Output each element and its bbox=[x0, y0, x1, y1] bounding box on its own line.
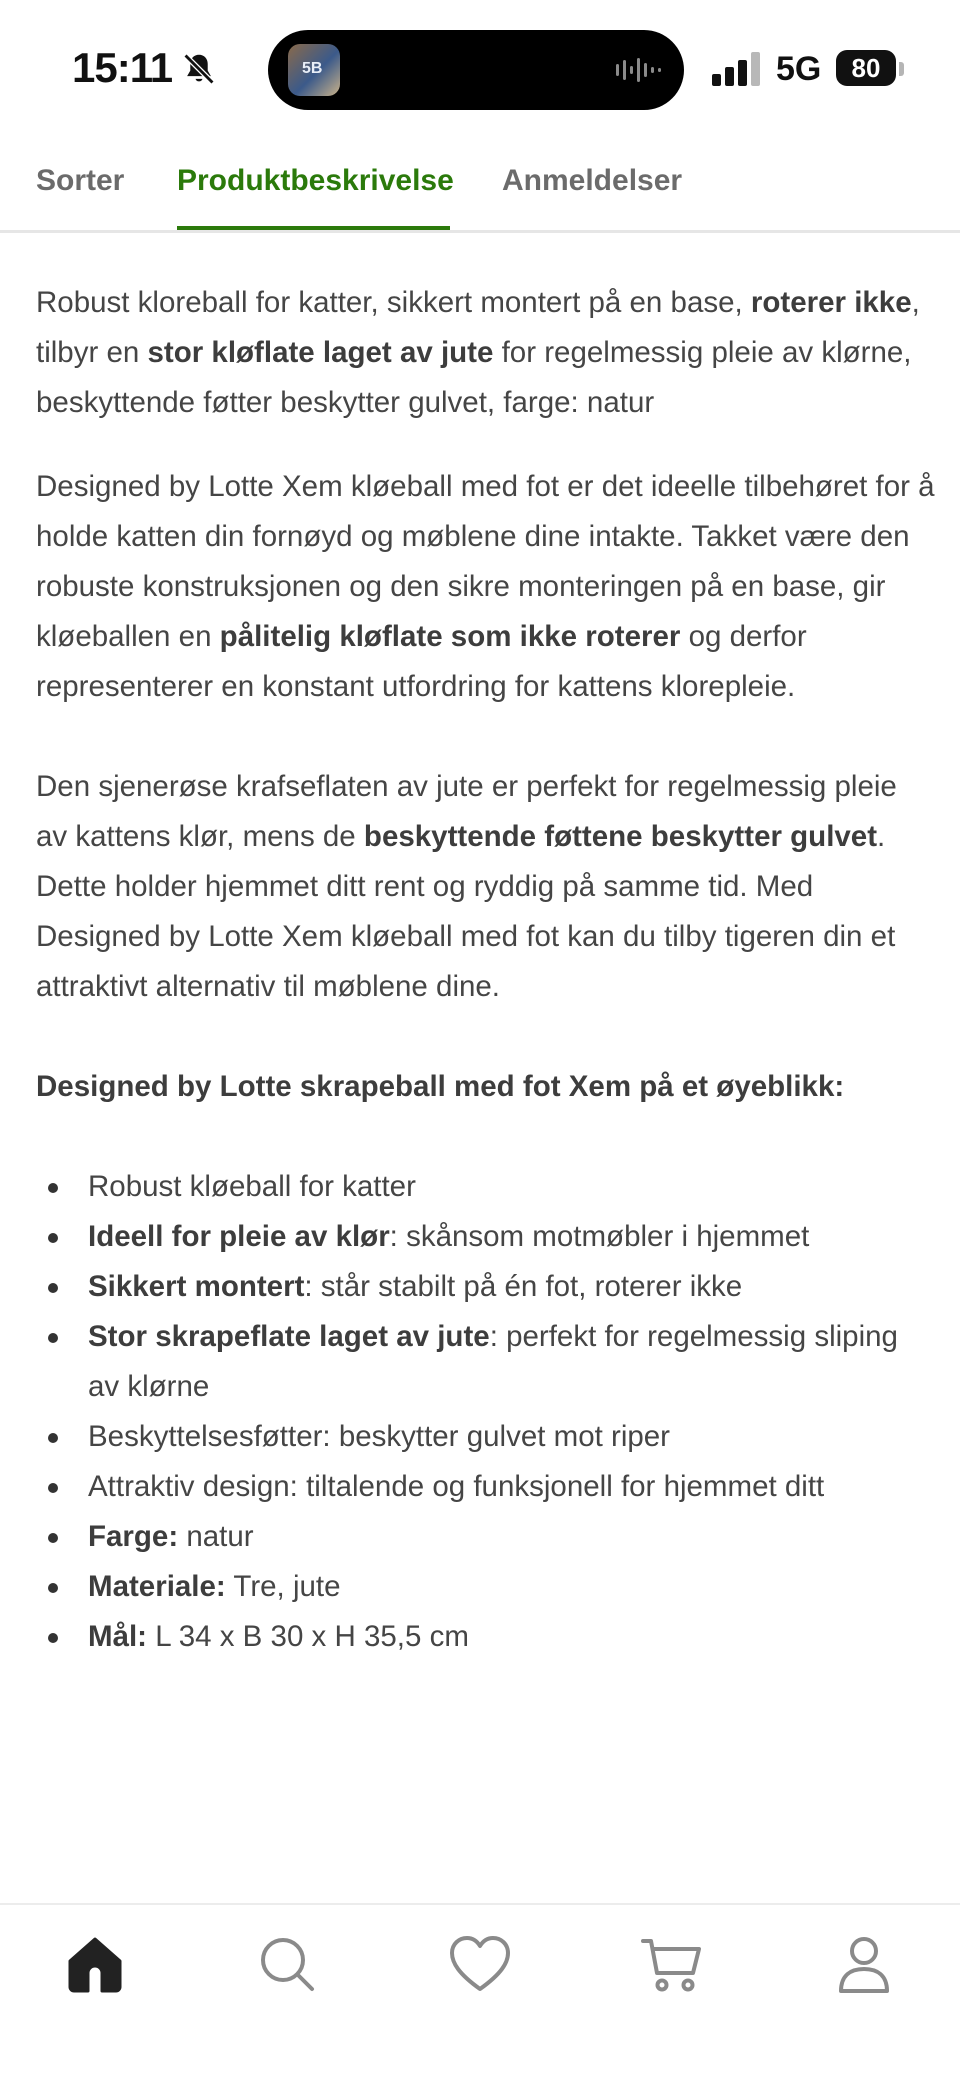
status-time: 15:11 bbox=[72, 44, 173, 91]
bell-muted-icon bbox=[180, 50, 218, 88]
description-paragraph: Designed by Lotte Xem kløeball med fot er det ideelle tilbehøret for å holde katten din fornøyd og møblene dine intakte. Takket være den robuste konstruksjonen og den sikre monteringen på en base, gir kløeballen en pålitelig kløflate som ikke roterer og derfor representerer en konstant utfordring for kattens klorepleie. bbox=[36, 470, 935, 703]
tab-anmeldelser[interactable]: Anmeldelser bbox=[502, 164, 683, 197]
heart-icon bbox=[445, 1929, 515, 1999]
network-type: 5G bbox=[776, 50, 822, 88]
profile-icon bbox=[829, 1929, 899, 1999]
nav-home-button[interactable] bbox=[60, 1929, 130, 1999]
home-icon bbox=[60, 1929, 130, 1999]
feature-item: Ideell for pleie av klør: skånsom motmøbler i hjemmet bbox=[88, 1212, 936, 1262]
nav-favorites-button[interactable] bbox=[445, 1929, 515, 1999]
active-tab-indicator bbox=[177, 226, 450, 230]
cellular-signal-icon bbox=[712, 52, 764, 86]
dynamic-island[interactable] bbox=[268, 30, 684, 110]
description-paragraph: Den sjenerøse krafseflaten av jute er perfekt for regelmessig pleie av kattens klør, mens de beskyttende føttene beskytter gulvet. Dette holder hjemmet ditt rent og ryddig på samme tid. Med Designed by Lotte Xem kløeball med fot kan du tilby tigeren din et attraktivt alternativ til møblene dine. bbox=[36, 770, 897, 1003]
cart-icon bbox=[637, 1929, 707, 1999]
feature-item: Materiale: Tre, jute bbox=[88, 1562, 936, 1612]
tab-produktbeskrivelse[interactable]: Produktbeskrivelse bbox=[177, 164, 454, 197]
tab-sorter[interactable]: Sorter bbox=[36, 164, 125, 197]
audio-wave-icon bbox=[614, 56, 662, 84]
feature-item: Mål: L 34 x B 30 x H 35,5 cm bbox=[88, 1612, 936, 1662]
battery-cap bbox=[899, 62, 904, 76]
feature-item: Farge: natur bbox=[88, 1512, 936, 1562]
bottom-navigation bbox=[0, 1903, 960, 2088]
status-bar bbox=[0, 0, 960, 140]
features-list bbox=[36, 1162, 936, 1662]
feature-item: Stor skrapeflate laget av jute: perfekt for regelmessig sliping av klørne bbox=[88, 1312, 936, 1412]
nav-cart-button[interactable] bbox=[637, 1929, 707, 1999]
description-paragraph: Robust kloreball for katter, sikkert montert på en base, roterer ikke, tilbyr en stor kløflate laget av jute for regelmessig pleie av klørne, beskyttende føtter beskytter gulvet, farge: natur bbox=[36, 286, 920, 419]
nav-search-button[interactable] bbox=[252, 1929, 322, 1999]
battery-icon: 80 bbox=[836, 50, 896, 86]
feature-item: Attraktiv design: tiltalende og funksjonell for hjemmet ditt bbox=[88, 1462, 936, 1512]
feature-item: Beskyttelsesføtter: beskytter gulvet mot riper bbox=[88, 1412, 936, 1462]
media-thumbnail: 5B bbox=[288, 44, 340, 96]
nav-profile-button[interactable] bbox=[829, 1929, 899, 1999]
product-description bbox=[36, 278, 936, 1662]
search-icon bbox=[252, 1929, 322, 1999]
product-tabs bbox=[0, 140, 960, 233]
feature-item: Sikkert montert: står stabilt på én fot, roterer ikke bbox=[88, 1262, 936, 1312]
features-heading: Designed by Lotte skrapeball med fot Xem på et øyeblikk: bbox=[36, 1070, 845, 1103]
feature-item: Robust kløeball for katter bbox=[88, 1162, 936, 1212]
